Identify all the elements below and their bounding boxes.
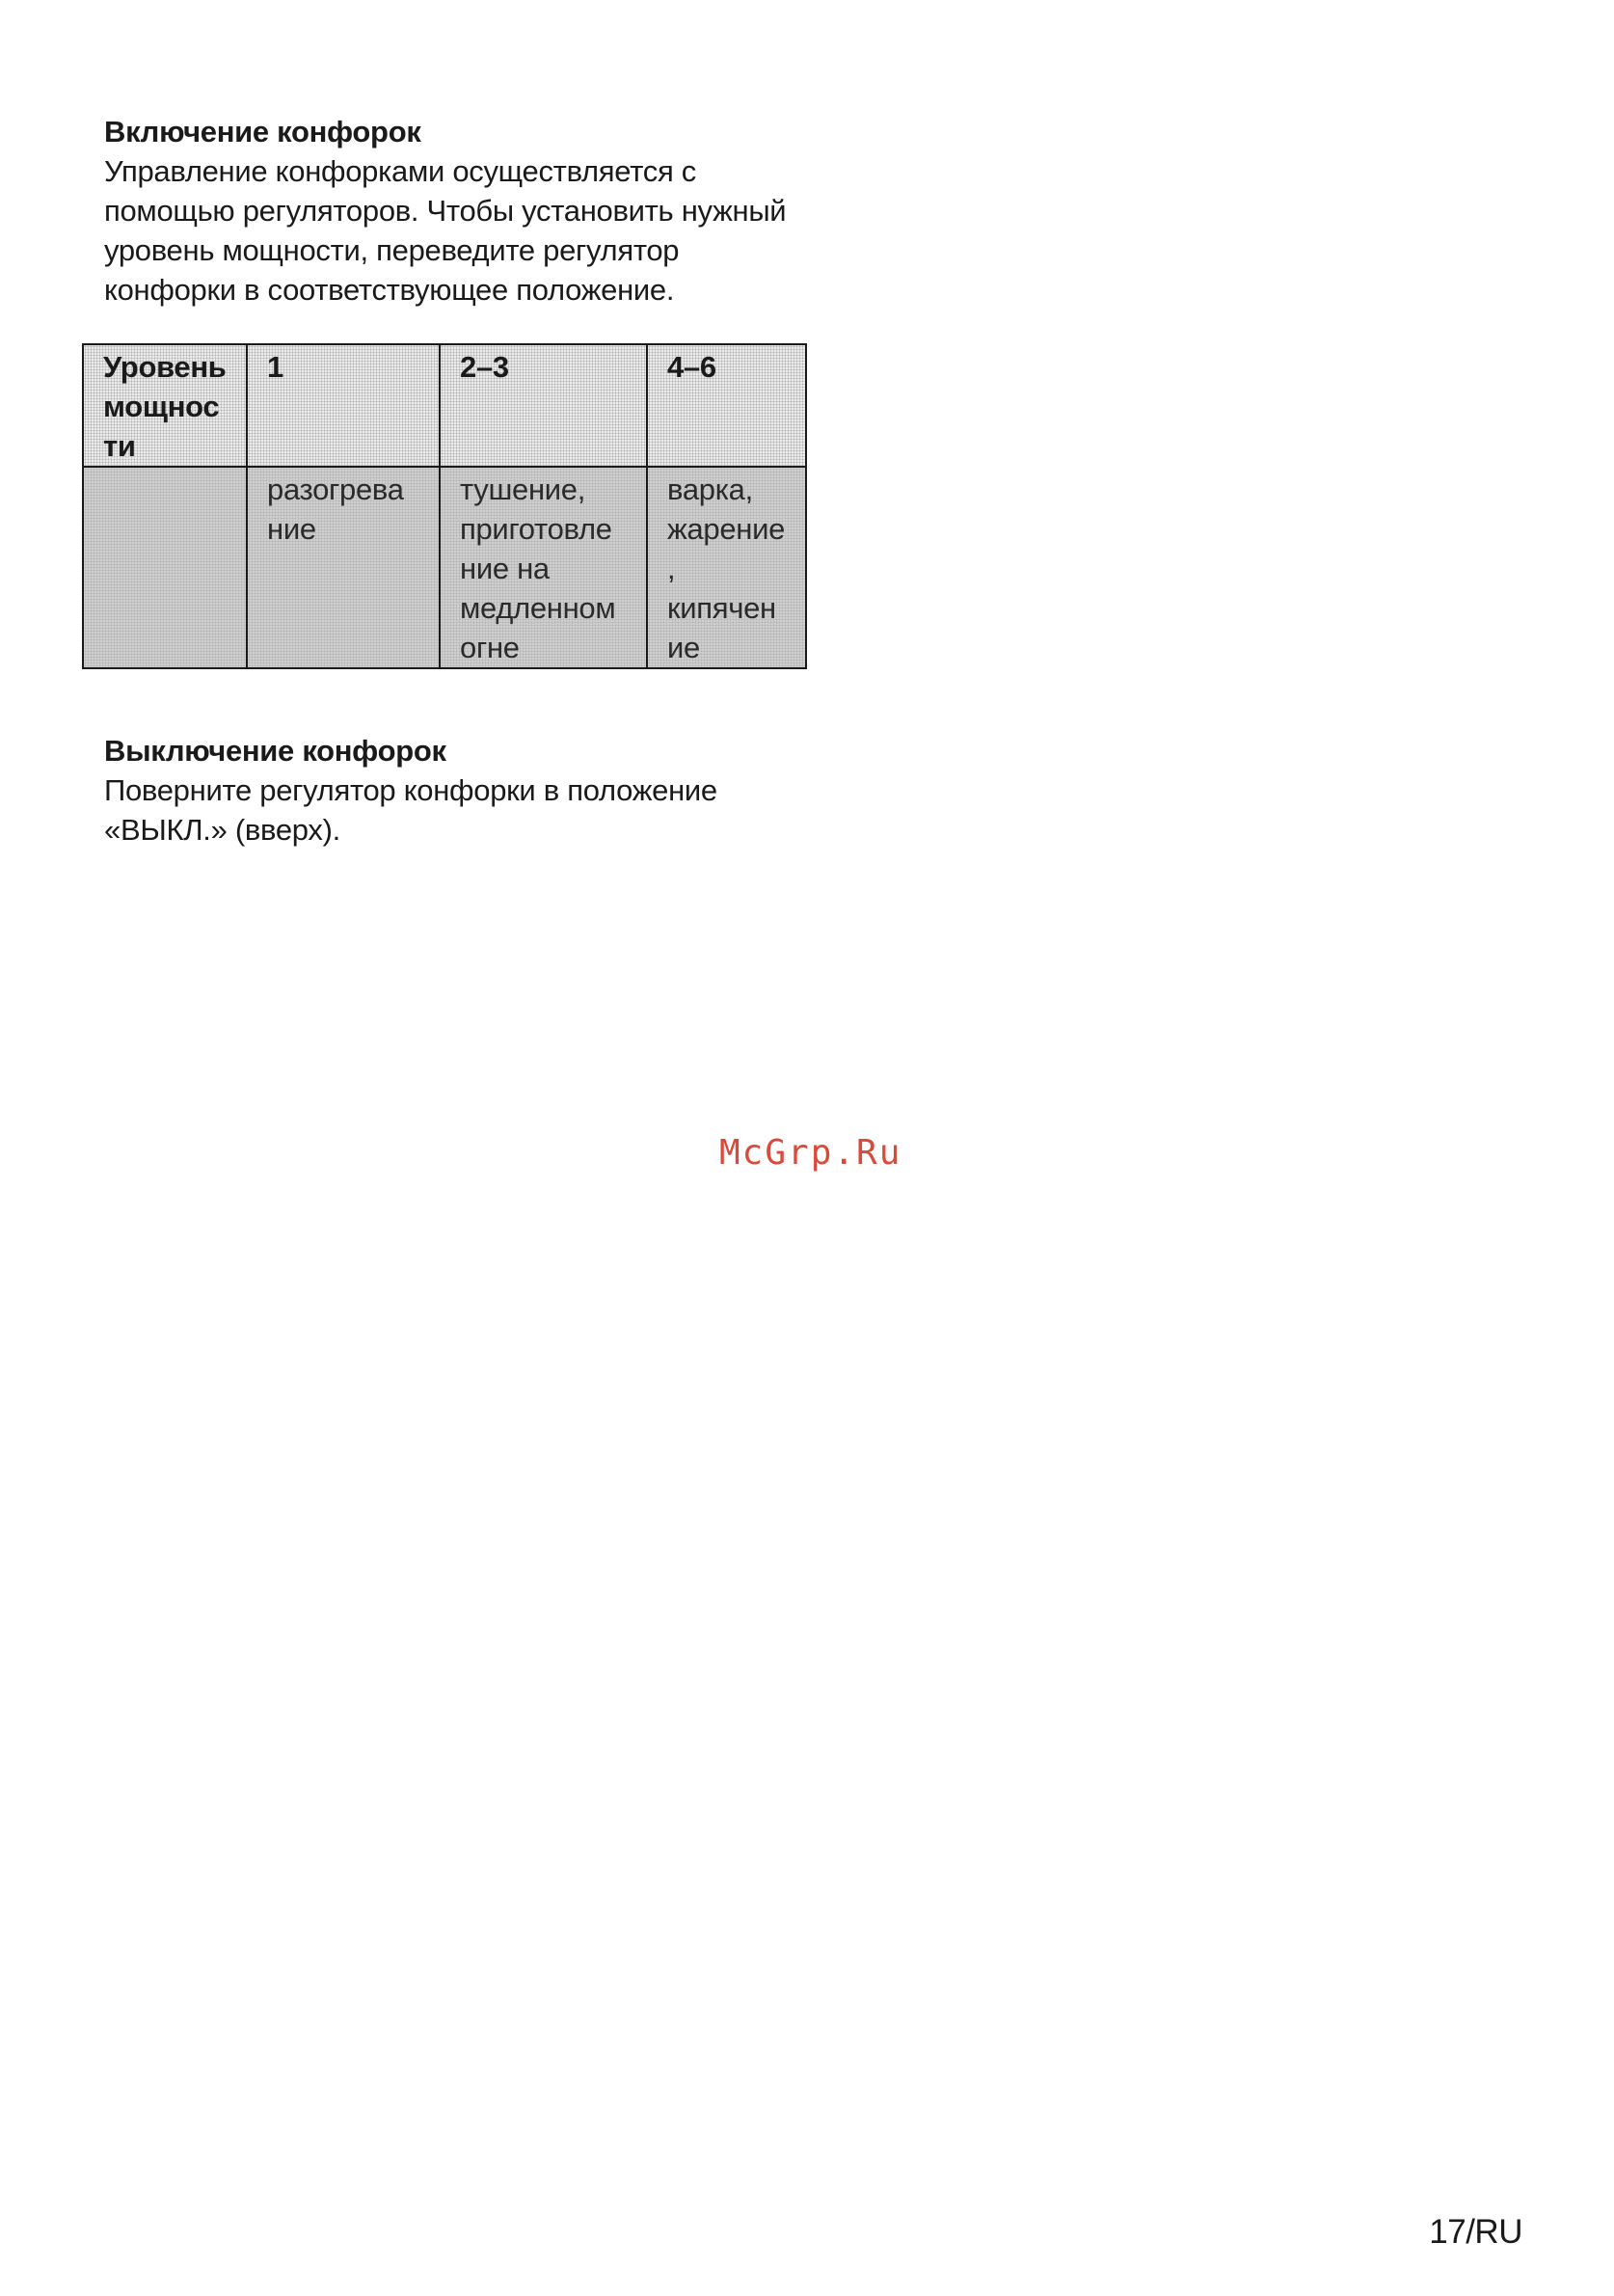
burners-on-line-2: помощью регуляторов. Чтобы установить нужный [104,194,787,228]
power-level-table [82,343,807,669]
row-cell-empty [83,467,247,668]
watermark: McGrp.Ru [719,1133,902,1173]
table-header-row [83,344,806,467]
row-cell-stewing: тушение, приготовление на медленном огне [440,467,647,668]
page-number: 17/RU [1429,2213,1522,2251]
burners-off-line-1: Поверните регулятор конфорки в положение [104,773,717,807]
row-cell-boiling: варка, жарение, кипячение [647,467,806,668]
burners-on-heading: Включение конфорок [104,115,421,149]
burners-on-line-3: уровень мощности, переведите регулятор [104,233,680,267]
burners-off-line-2: «ВЫКЛ.» (вверх). [104,813,340,847]
burners-on-line-4: конфорки в соответствующее положение. [104,273,675,307]
header-cell-level-1: 1 [247,344,440,467]
row-cell-heating: разогревание [247,467,440,668]
header-cell-power-level: Уровень мощности [83,344,247,467]
header-cell-level-4-6: 4–6 [647,344,806,467]
table-row [83,467,806,668]
burners-on-section [104,112,837,310]
header-cell-level-2-3: 2–3 [440,344,647,467]
burners-off-heading: Выключение конфорок [104,734,446,768]
burners-on-line-1: Управление конфорками осуществляется с [104,154,696,188]
burners-off-section [104,731,837,850]
